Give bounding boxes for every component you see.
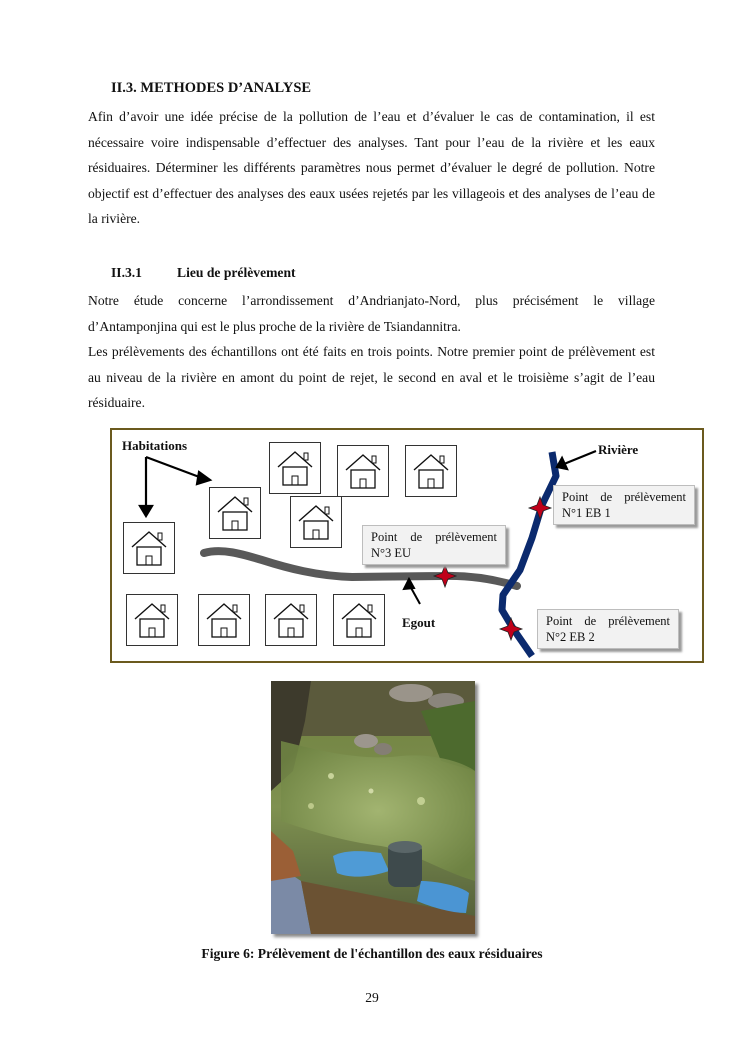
house-icon bbox=[290, 496, 342, 548]
riviere-label: Rivière bbox=[598, 442, 639, 457]
callout-line: Point de prélèvement bbox=[371, 530, 497, 544]
house-icon bbox=[123, 522, 175, 574]
sampling-point-1-callout bbox=[553, 485, 695, 525]
egout-label: Egout bbox=[402, 615, 436, 630]
figure-caption: Figure 6: Prélèvement de l'échantillon des eaux résiduaires bbox=[201, 946, 543, 961]
sampling-point-2-callout bbox=[537, 609, 679, 649]
habitations-arrows bbox=[140, 457, 210, 516]
subsection-title: Lieu de prélèvement bbox=[177, 265, 296, 280]
callout-line: N°3 EU bbox=[371, 546, 412, 560]
callout-line: N°2 EB 2 bbox=[546, 630, 595, 644]
callout-line: N°1 EB 1 bbox=[562, 506, 611, 520]
sampling-site-diagram bbox=[110, 428, 704, 663]
house-icon bbox=[405, 445, 457, 497]
intro-paragraph: Afin d’avoir une idée précise de la pollution de l’eau et d’évaluer le cas de contamination, il est nécessaire voire indispensable d’effectuer des analyses. Tant pour l’eau de la rivière et les eaux résiduaires. Déterminer les différents paramètres nous permet d’évaluer le degré de pollution. Notre objectif est d’effectuer des analyses des eaux usées rejetés par les villageois et des analyses de l’eau de la rivière. bbox=[88, 109, 655, 227]
habitations-label: Habitations bbox=[122, 438, 188, 453]
sampling-points-paragraph: Les prélèvements des échantillons ont été faits en trois points. Notre premier point de prélèvement est au niveau de la rivière en amont du point de rejet, le second en aval et le troisième s’agit de l’eau résiduaire. bbox=[88, 344, 655, 411]
subsection-number: II.3.1 bbox=[111, 265, 142, 280]
house-icon bbox=[333, 594, 385, 646]
house-icon bbox=[198, 594, 250, 646]
riviere-arrow bbox=[557, 451, 596, 469]
house-icon bbox=[265, 594, 317, 646]
sampling-marker bbox=[434, 497, 551, 640]
location-paragraph: Notre étude concerne l’arrondissement d’Andrianjato-Nord, plus précisément le village d’Antamponjina qui est le plus proche de la rivière de Tsiandannitra. bbox=[88, 293, 655, 334]
house-icon bbox=[269, 442, 321, 494]
section-heading: II.3. METHODES D’ANALYSE bbox=[111, 80, 312, 96]
callout-line: Point de prélèvement bbox=[562, 490, 686, 504]
callout-line: Point de prélèvement bbox=[546, 614, 670, 628]
page-number: 29 bbox=[365, 990, 379, 1005]
sampling-point-3-callout bbox=[362, 525, 506, 565]
house-icon bbox=[337, 445, 389, 497]
sampling-photo bbox=[271, 681, 475, 934]
subsection-heading bbox=[111, 265, 296, 281]
house-icon bbox=[126, 594, 178, 646]
egout-arrow bbox=[404, 579, 420, 604]
house-icon bbox=[209, 487, 261, 539]
